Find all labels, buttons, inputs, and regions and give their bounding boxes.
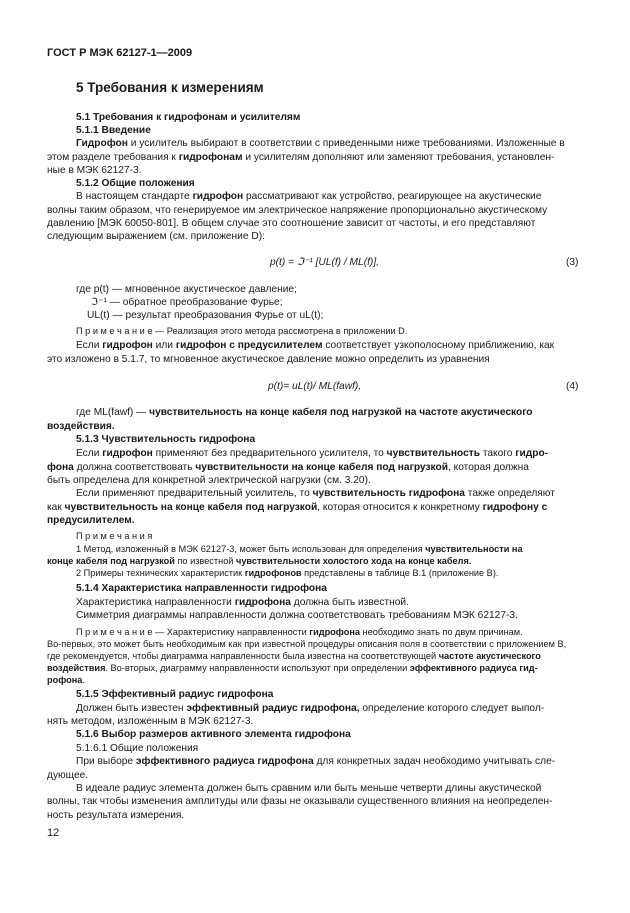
paragraph-line: Гидрофон и усилитель выбирают в соответствии с приведенными ниже требованиями. Изложенные в: [76, 138, 565, 149]
paragraph-line: давлению [МЭК 60050-801]. В общем случае это соотношение зависит от частоты, и его представляют: [47, 218, 536, 229]
heading-5-1-1: 5.1.1 Введение: [76, 125, 151, 136]
heading-5-1-3: 5.1.3 Чувствительность гидрофона: [76, 434, 256, 445]
note-line: где рекомендуется, чтобы диаграмма направленности была известна на соответствующей частоте акустического: [47, 651, 541, 661]
notes-label: П р и м е ч а н и я: [76, 531, 153, 541]
paragraph-line: ные в МЭК 62127-3.: [47, 165, 142, 176]
equation-3-number: (3): [566, 257, 579, 268]
heading-5-1-2: 5.1.2 Общие положения: [76, 178, 195, 189]
note-line: рофона.: [47, 675, 85, 685]
paragraph-line: фона должна соответствовать чувствительности на конце кабеля под нагрузкой, которая должна: [47, 462, 529, 473]
paragraph-line: При выборе эффективного радиуса гидрофона для конкретных задач необходимо учитывать сле-: [76, 756, 556, 767]
paragraph-line: волны таким образом, что генерируемое им электрическое напряжение пропорционально акустическому: [47, 205, 548, 216]
equation-3: p(t) = ℑ⁻¹ [UL(f) / ML(f)],: [270, 257, 379, 268]
note-line: Во-первых, это может быть необходимым как при известной процедуры описания поля в соответствии с приложением B,: [47, 639, 567, 649]
note-1: П р и м е ч а н и е — Реализация этого метода рассмотрена в приложении D.: [76, 326, 408, 336]
equation-4: p(t)= uL(t)/ ML(fawf),: [268, 381, 362, 392]
page-number: 12: [47, 827, 60, 839]
paragraph-line: Характеристика направленности гидрофона должна быть известной.: [76, 597, 409, 608]
heading-5-1-6-1: 5.1.6.1 Общие положения: [76, 743, 199, 754]
note-line: конце кабеля под нагрузкой по известной чувствительности холостого хода на конце кабеля.: [47, 556, 472, 566]
paragraph-line: воздействия.: [47, 421, 115, 432]
document-header: ГОСТ Р МЭК 62127-1—2009: [47, 47, 193, 59]
equation-4-number: (4): [566, 381, 579, 392]
paragraph-line: это изложено в 5.1.7, то мгновенное акустическое давление можно определить из уравнения: [47, 354, 490, 365]
paragraph-line: Симметрия диаграммы направленности должна соответствовать требованиям МЭК 62127-3.: [76, 610, 518, 621]
paragraph-line: Если гидрофон применяют без предварительного усилителя, то чувствительность такого гидро-: [76, 448, 549, 459]
note-line: 2 Примеры технических характеристик гидрофонов представлены в таблице B.1 (приложение B).: [76, 568, 499, 578]
note-line: 1 Метод, изложенный в МЭК 62127-3, может быть использован для определения чувствительности на: [76, 544, 523, 554]
paragraph-line: В идеале радиус элемента должен быть сравним или быть меньше четверти длины акустической: [76, 783, 542, 794]
paragraph-line: где ML(fawf) — чувствительность на конце кабеля под нагрузкой на частоте акустического: [76, 407, 533, 418]
paragraph-line: Если гидрофон или гидрофон с предусилителем соответствует узкополосному приближению, как: [76, 340, 555, 351]
paragraph-line: дующее.: [47, 770, 89, 781]
heading-5-1-5: 5.1.5 Эффективный радиус гидрофона: [76, 689, 274, 700]
paragraph-line: быть определена для конкретной электрической нагрузки (см. 3.20).: [47, 475, 371, 486]
paragraph-line: Должен быть известен эффективный радиус гидрофона, определение которого следует выпол-: [76, 703, 545, 714]
where-line: ℑ⁻¹ — обратное преобразование Фурье;: [91, 297, 283, 308]
paragraph-line: В настоящем стандарте гидрофон рассматривают как устройство, реагирующее на акустические: [76, 191, 542, 202]
heading-5-1-6: 5.1.6 Выбор размеров активного элемента гидрофона: [76, 729, 351, 740]
paragraph-line: как чувствительность на конце кабеля под нагрузкой, которая относится к конкретному гидрофону с: [47, 502, 548, 513]
section-title: 5 Требования к измерениям: [76, 80, 264, 95]
paragraph-line: волны, так чтобы изменения амплитуды или фазы не оказывали существенного влияния на неопределен-: [47, 796, 553, 807]
where-line: UL(t) — результат преобразования Фурье от uL(t);: [87, 310, 324, 321]
heading-5-1-4: 5.1.4 Характеристика направленности гидрофона: [76, 583, 327, 594]
paragraph-line: ность результата измерения.: [47, 810, 185, 821]
heading-5-1: 5.1 Требования к гидрофонам и усилителям: [76, 112, 301, 123]
paragraph-line: следующим выражением (см. приложение D):: [47, 231, 265, 242]
note-line: воздействия. Во-вторых, диаграмму направленности используют при определении эффективного радиуса гид-: [47, 663, 538, 673]
paragraph-line: нять методом, изложенным в МЭК 62127-3.: [47, 716, 254, 727]
paragraph-line: этом разделе требования к гидрофонам и усилителям дополняют или заменяют требования, установлен-: [47, 152, 555, 163]
paragraph-line: Если применяют предварительный усилитель, то чувствительность гидрофона также определяют: [76, 488, 555, 499]
paragraph-line: предусилителем.: [47, 515, 135, 526]
note-2: П р и м е ч а н и е — Характеристику направленности гидрофона необходимо знать по двум причинам.: [76, 627, 523, 637]
where-line: где p(t) — мгновенное акустическое давление;: [76, 284, 297, 295]
